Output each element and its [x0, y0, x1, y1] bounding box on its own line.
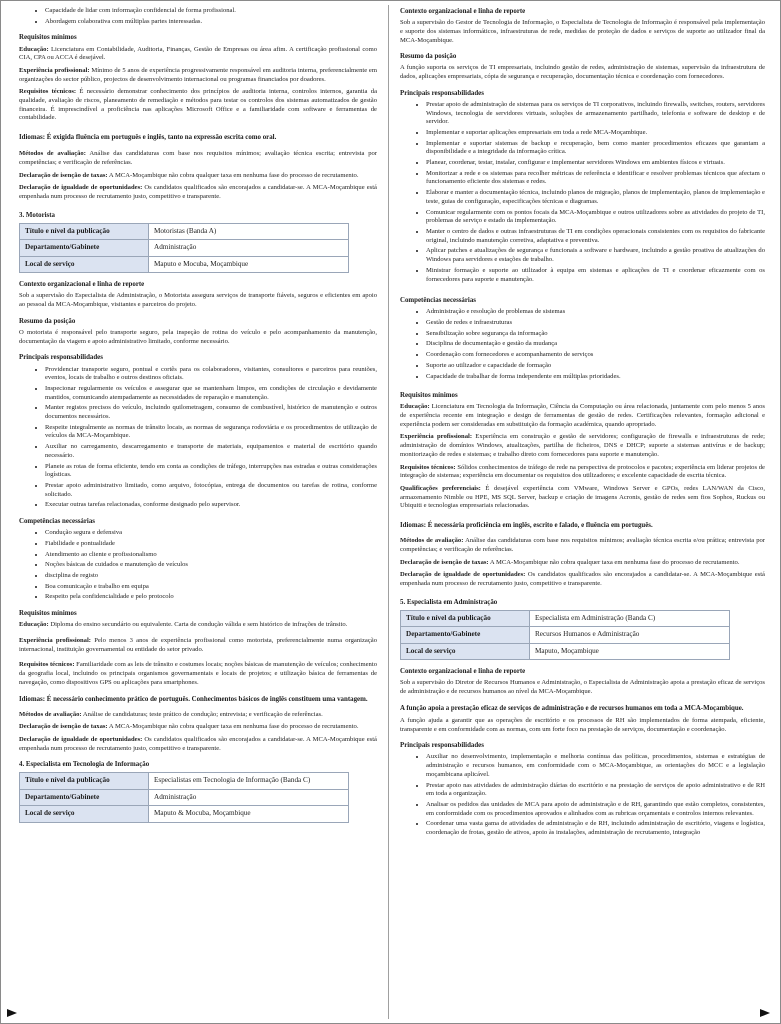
- list-item: • Boa comunicação e trabalho em equipa: [45, 583, 377, 592]
- paragraph: A função ajuda a garantir que as operações de escritório e os processos de RH são implementados de forma atempada, eficiente, transparente e em conformidade com as normas, com um forte foco na prestação de serviços, documentação e coordenação.: [400, 716, 765, 733]
- column-divider: [388, 5, 389, 1019]
- languages-statement: Idiomas: É necessário conhecimento prático de português. Conhecimentos básicos de inglês constituem uma vantagem.: [19, 696, 368, 704]
- list-item: • Inspecionar regularmente os veículos e assegurar que se mantenham limpos, em condições de circulação e devidamente mantidos, comunicando atempadamente as necessidades de reparação e manutenção.: [45, 385, 377, 402]
- paragraph: Declaração de isenção de taxas: A MCA-Moçambique não cobra qualquer taxa em nenhuma fase do processo de recrutamento.: [19, 171, 359, 179]
- section-subheading: Requisitos mínimos: [400, 392, 458, 400]
- responsibilities-list: [19, 366, 377, 511]
- list-item: • Implementar e suportar aplicações empresariais em toda a rede MCA-Moçambique.: [426, 129, 765, 138]
- paragraph: Qualificações preferenciais: É desejável experiência com VMware, Windows Server e GPOs, redes LAN/WAN da Cisco, armazenamento Nimble ou HPE, MS SQL Server, backup e criação de imagens Acronis, gestão de redes sem fios Sophos, Ruckus ou Ubiquiti e tecnologias empresariais relacionadas.: [400, 484, 765, 510]
- list-item: • Gestão de redes e infraestruturas: [426, 319, 765, 328]
- paragraph: Sob a supervisão do Diretor de Recursos Humanos e Administração, o Especialista de Administração apoia a prestação eficaz de serviços de administração e de recursos humanos ao nível da MCA-Moçambique.: [400, 679, 765, 696]
- paragraph: Métodos de avaliação: Análise das candidaturas com base nos requisitos mínimos; avaliação técnica escrita; entrevista por competências; e verificação de referências.: [19, 150, 377, 166]
- list-item: • Auxiliar no carregamento, descarregamento e transporte de materiais, equipamentos e material de escritório quando necessário.: [45, 443, 377, 460]
- paragraph: Experiência profissional: Experiência em construção e gestão de servidores; configuração de firewalls e infraestruturas de rede; administração de domínios Windows, atualizações, partilha de ficheiros, DNS e DHCP; suporte a sistemas antivírus e de backup; monitorização de redes e sistemas; e trabalho direto com fornecedores para suporte e manutenção.: [400, 433, 765, 458]
- list-item: • Planear, coordenar, testar, instalar, configurar e implementar servidores Windows em ambientes físicos e virtuais.: [426, 159, 765, 168]
- paragraph: Educação: Licenciatura em Tecnologia da Informação, Ciência da Computação ou área relacionada, juntamente com pelo menos 5 anos de experiência recente em integração e design de ferramentas de gestão de redes. Certificações relevantes, formação adicional e experiência podem ser consideradas em substituição da formação académica, quando apropriado.: [400, 403, 765, 428]
- list-item: • Prestar apoio administrativo limitado, como arquivo, fotocópias, entrega de documentos ou tarefas de rotina, conforme solicitado.: [45, 482, 377, 499]
- list-item: • Comunicar regularmente com os pontos focais da MCA-Moçambique e outros utilizadores sobre as atividades do projeto de TI, problemas de serviço e estado da implementação.: [426, 209, 765, 226]
- section-heading: 3. Motorista: [19, 211, 55, 219]
- table-row: Departamento/Gabinete Recursos Humanos e Administração: [401, 627, 730, 644]
- list-item: • Administração e resolução de problemas de sistemas: [426, 308, 765, 317]
- list-item: • Elaborar e manter a documentação técnica, incluindo planos de migração, planos de implementação, planos de implementação e teste, guias de configuração, especificações técnicas e diagramas.: [426, 189, 765, 206]
- list-item: • Respeite integralmente as normas de trânsito locais, as normas de segurança rodoviária e os procedimentos de utilização de veículos da MCA-Moçambique.: [45, 424, 377, 441]
- list-item: • Analisar os pedidos das unidades de MCA para apoio de administração e de RH, garantindo que estão completos, consistentes, em conformidade com os procedimentos aprovados e alinhados com as rubricas orçamentais e controlos internos relevantes.: [426, 801, 765, 818]
- list-item: • Sensibilização sobre segurança da informação: [426, 330, 765, 339]
- paragraph: Educação: Licenciatura em Contabilidade, Auditoria, Finanças, Gestão de Empresas ou área afim. A certificação profissional como CIA, CPA ou ACCA é desejável.: [19, 45, 377, 62]
- table-row: Título e nível da publicação Motoristas (Banda A): [20, 223, 349, 240]
- right-column: [400, 5, 765, 1009]
- list-item: • Abordagem colaborativa com múltiplas partes interessadas.: [45, 18, 377, 27]
- paragraph: Declaração de isenção de taxas: A MCA-Moçambique não cobra qualquer taxa em nenhuma fase do processo de recrutamento.: [400, 558, 740, 566]
- languages-statement: Idiomas: É exigida fluência em português e inglês, tanto na expressão escrita como oral.: [19, 134, 277, 142]
- section-subheading: Contexto organizacional e linha de reporte: [19, 281, 145, 289]
- paragraph: Declaração de igualdade de oportunidades: Os candidatos qualificados são encorajados a candidatar-se. A MCA-Moçambique está empenhada num processo de recrutamento justo, competitivo e transparente.: [400, 571, 765, 587]
- paragraph: Métodos de avaliação: Análise de candidaturas; teste prático de condução; entrevista; e verificação de referências.: [19, 710, 323, 718]
- paragraph: Requisitos técnicos: Sólidos conhecimentos de tráfego de rede na perspectiva de protocolos e pacotes; experiência em liderar projetos de integração de sistemas; experiência em documentar os requisitos dos utilizadores; e excelente capacidade de escrita técnica.: [400, 463, 765, 480]
- competencies-list: [19, 529, 377, 602]
- table-row: Local de serviço Maputo, Moçambique: [401, 643, 730, 660]
- paragraph: A função suporta os serviços de TI empresariais, incluindo gestão de redes, administração de sistemas, supervisão da infraestrutura de dados, aplicações empresariais, cópia de segurança e recuperação, documentação técnica e coordenação com fornecedores.: [400, 64, 765, 81]
- list-item: • Manter registos precisos do veículo, incluindo quilometragem, consumo de combustível, histórico de manutenção e outros documentos necessários.: [45, 404, 377, 421]
- list-item: • Aplicar patches e atualizações de segurança e funcionais a software e hardware, incluindo a gestão proativa de atualizações do Windows para servidores e estações de trabalho.: [426, 247, 765, 264]
- paragraph: Declaração de igualdade de oportunidades: Os candidatos qualificados são encorajados a candidatar-se. A MCA-Moçambique está empenhada num processo de recrutamento justo, competitivo e transparente.: [19, 735, 377, 752]
- list-item: • Auxiliar no desenvolvimento, implementação e melhoria contínua das políticas, procedimentos, sistemas e estratégias de administração e recursos humanos, em conformidade com o MCA-Moçambique, as orientações do MCC e a legislação moçambicana aplicável.: [426, 753, 765, 779]
- section-subheading: Principais responsabilidades: [400, 742, 484, 750]
- role-lead-statement: A função apoia a prestação eficaz de serviços de administração e de recursos humanos em toda a MCA-Moçambique.: [400, 704, 744, 712]
- paragraph: Métodos de avaliação: Análise das candidaturas com base nos requisitos mínimos; avaliação técnica escrita e/ou prática; entrevista por competências; e verificação de referências.: [400, 537, 765, 553]
- list-item: • Executar outras tarefas relacionadas, conforme designado pelo supervisor.: [45, 501, 377, 510]
- section-subheading: Competências necessárias: [19, 518, 95, 526]
- paragraph: Sob a supervisão do Gestor de Tecnologia de Informação, o Especialista de Tecnologia de Informação é responsável pela implementação e suporte dos sistemas informáticos, infraestruturas de rede, medidas de proteção de dados e serviços de suporte ao utilizador final da MCA-Moçambique.: [400, 19, 765, 44]
- list-item: • Manter o centro de dados e outras infraestruturas de TI em condições operacionais consistentes com os requisitos do fabricante original, incluindo manutenção corretiva, adaptativa e preventiva.: [426, 228, 765, 245]
- table-row: Departamento/Gabinete Administração: [20, 789, 349, 806]
- table-row: Título e nível da publicação Especialistas em Tecnologia de Informação (Banda C): [20, 773, 349, 790]
- position-info-table: [400, 610, 730, 661]
- left-column: [19, 5, 377, 1009]
- list-item: • Implementar e suportar sistemas de backup e recuperação, bem como manter procedimentos eficazes que garantam a disponibilidade e a integridade da informação crítica.: [426, 140, 765, 157]
- list-item: • disciplina de registo: [45, 572, 377, 581]
- list-item: • Respeito pela confidencialidade e pelo protocolo: [45, 593, 377, 602]
- table-row: Título e nível da publicação Especialista em Administração (Banda C): [401, 610, 730, 627]
- list-item: • Capacidade de lidar com informação confidencial de forma profissional.: [45, 7, 377, 16]
- list-item: • Planeie as rotas de forma eficiente, tendo em conta as condições de tráfego, interrupções nas estradas e outras considerações logísticas.: [45, 463, 377, 480]
- section-heading: 4. Especialista em Tecnologia de Informação: [19, 761, 150, 769]
- paragraph: O motorista é responsável pelo transporte seguro, pela inspeção de rotina do veículo e pelo acompanhamento da manutenção, documentação da viagem e apoio administrativo limitado, conforme necessário.: [19, 329, 377, 345]
- responsibilities-list: [400, 753, 765, 837]
- list-item: • Atendimento ao cliente e profissionalismo: [45, 551, 377, 560]
- previous-page-arrow-icon[interactable]: [7, 1009, 17, 1017]
- section-subheading: Resumo da posição: [400, 53, 457, 61]
- list-item: • Disciplina de documentação e gestão da mudança: [426, 340, 765, 349]
- list-item: • Condução segura e defensiva: [45, 529, 377, 538]
- paragraph: Sob a supervisão do Especialista de Administração, o Motorista assegura serviços de transporte fiáveis, seguros e eficientes em apoio ao pessoal da MCA-Moçambique, visitantes e parceiros do projeto.: [19, 292, 377, 309]
- list-item: • Noções básicas de cuidados e manutenção de veículos: [45, 561, 377, 570]
- table-row: Local de serviço Maputo e Mocuba, Moçambique: [20, 256, 349, 273]
- section-subheading: Competências necessárias: [400, 297, 476, 305]
- list-item: • Ministrar formação e suporte ao utilizador à equipa em sistemas e aplicações de TI e coordenar eficazmente com os fornecedores para suporte e manutenção.: [426, 267, 765, 284]
- paragraph: Educação: Diploma do ensino secundário ou equivalente. Carta de condução válida e sem histórico de infrações de trânsito.: [19, 621, 348, 629]
- list-item: • Suporte ao utilizador e capacidade de formação: [426, 362, 765, 371]
- section-subheading: Requisitos mínimos: [19, 34, 77, 42]
- paragraph: Experiência profissional: Pelo menos 3 anos de experiência profissional como motorista, preferencialmente numa organização internacional, instituição governamental ou entidade do setor privado.: [19, 636, 377, 653]
- section-heading: 5. Especialista em Administração: [400, 598, 498, 606]
- section-subheading: Contexto organizacional e linha de reporte: [400, 668, 526, 676]
- responsibilities-list: [400, 101, 765, 284]
- position-info-table: [19, 772, 349, 823]
- languages-statement: Idiomas: É necessária proficiência em inglês, escrito e falado, e fluência em português.: [400, 522, 653, 530]
- section-subheading: Requisitos mínimos: [19, 610, 77, 618]
- position-info-table: [19, 223, 349, 274]
- section-subheading: Contexto organizacional e linha de reporte: [400, 8, 526, 15]
- list-item: • Prestar apoio de administração de sistemas para os serviços de TI corporativos, incluindo firewalls, switches, routers, servidores Windows, tecnologia de servidores virtuais, soluções de armazenamento partilhado, telefonia e software de desktop e de servidor.: [426, 101, 765, 127]
- list-item: • Fiabilidade e pontualidade: [45, 540, 377, 549]
- list-item: • Monitorizar a rede e os sistemas para recolher métricas de referência e identificar e resolver problemas técnicos que afectam o funcionamento eficiente dos sistemas e redes.: [426, 170, 765, 187]
- table-row: Departamento/Gabinete Administração: [20, 240, 349, 257]
- section-subheading: Principais responsabilidades: [400, 89, 484, 97]
- paragraph: Experiência profissional: Mínimo de 5 anos de experiência progressivamente responsável em auditoria interna, preferencialmente em organizações do sector público, projectos de desenvolvimento internacional ou programas financiados por doadores.: [19, 66, 377, 83]
- paragraph: Declaração de isenção de taxas: A MCA-Moçambique não cobra qualquer taxa em nenhuma fase do processo de recrutamento.: [19, 723, 359, 731]
- intro-bullet-list: [19, 7, 377, 26]
- section-subheading: Principais responsabilidades: [19, 354, 103, 362]
- list-item: • Prestar apoio nas atividades de administração diárias do escritório e na prestação de serviços de apoio administrativo e de RH em toda a organização.: [426, 782, 765, 799]
- table-row: Local de serviço Maputo & Mocuba, Moçambique: [20, 806, 349, 823]
- competencies-list: [400, 308, 765, 381]
- paragraph: Requisitos técnicos: É necessário demonstrar conhecimento dos princípios de auditoria interna, controlos internos, garantia da qualidade, avaliação de riscos, planeamento de remediação e métodos para testar os controlos dos sistemas automatizados de gestão financeira. É imprescindível a proficiência nas aplicações Microsoft Office e a familiaridade com software e ferramentas de contabilidade.: [19, 88, 377, 122]
- list-item: • Coordenar uma vasta gama de atividades de administração e de RH, incluindo administração de escritório, viagens e logística, coordenação de frotas, gestão de ativos, apoio às instalações, administração de recrutamento, integração: [426, 820, 765, 837]
- section-subheading: Resumo da posição: [19, 317, 76, 325]
- list-item: • Capacidade de trabalhar de forma independente em múltiplas prioridades.: [426, 373, 765, 382]
- paragraph: Requisitos técnicos: Familiaridade com as leis de trânsito e costumes locais; noções básicas de manutenção de veículos; conhecimento da geografia local, incluindo os principais organismos governamentais e locais de projetos; e utilização básica de ferramentas de navegação, como dispositivos GPS ou aplicações para smartphones.: [19, 661, 377, 686]
- list-item: • Coordenação com fornecedores e acompanhamento de serviços: [426, 351, 765, 360]
- paragraph: Declaração de igualdade de oportunidades: Os candidatos qualificados são encorajados a candidatar-se. A MCA-Moçambique está empenhada num processo de recrutamento justo, competitivo e transparente.: [19, 184, 377, 201]
- next-page-arrow-icon[interactable]: [760, 1009, 770, 1017]
- list-item: • Providenciar transporte seguro, pontual e cortês para os colaboradores, visitantes, consultores e parceiros para reuniões, eventos, locais de trabalho e outros destinos oficiais.: [45, 366, 377, 383]
